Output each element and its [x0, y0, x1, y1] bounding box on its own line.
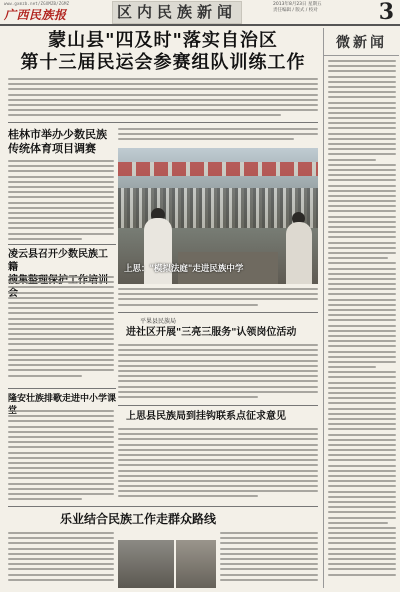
lead-body-text-right — [118, 128, 318, 146]
lead-headline-line1: 蒙山县"四及时"落实自治区 — [48, 30, 278, 51]
editor-line: 责任编辑 / 版式 / 校对 — [273, 8, 318, 13]
micro-news-sidebar — [323, 28, 399, 588]
story5-body — [118, 428, 318, 504]
newspaper-logo: 广西民族报 — [4, 8, 67, 22]
story-headline — [8, 128, 116, 156]
story6-body-right — [220, 532, 318, 588]
lead-headline — [8, 30, 318, 74]
story4-headline: 进社区开展"三亮三服务"认领岗位活动 — [126, 327, 297, 338]
lead-body-text — [8, 78, 318, 120]
masthead-url: www.gxmzb.net/ZGXMZB/ZGMZ — [4, 1, 70, 6]
story1-body — [8, 160, 114, 242]
section-title-box — [112, 1, 242, 24]
section-title: 区内民族新闻 — [116, 3, 237, 21]
story4-kicker: 平果县民族局 — [140, 318, 177, 325]
story2-headline-line1: 凌云县召开少数民族工籍 — [8, 249, 108, 273]
photo-caption-body — [118, 288, 318, 310]
masthead — [0, 0, 400, 26]
story6-photo-2 — [176, 540, 216, 588]
divider — [8, 244, 116, 245]
divider — [118, 405, 318, 406]
date-line: 2013年8月23日 星期五 — [273, 2, 322, 7]
page-number: 3 — [378, 0, 394, 25]
sidebar-body — [328, 60, 396, 580]
story1-headline-line1: 桂林市举办少数民族 — [8, 128, 107, 141]
story3-headline: 隆安壮族排歌走进中小学课 — [8, 394, 117, 404]
divider — [118, 312, 318, 313]
story6-photo — [118, 540, 174, 588]
story2-body — [8, 276, 114, 384]
sidebar-title: 微新闻 — [324, 32, 399, 56]
masthead-date — [273, 2, 373, 14]
divider — [8, 506, 318, 507]
story4-body — [118, 344, 318, 402]
story3-body — [8, 410, 114, 502]
divider — [8, 122, 318, 123]
photo-caption: 上思："模拟法庭"走进民族中学 — [124, 264, 244, 274]
story6-body-left — [8, 532, 114, 588]
story5-headline: 上思县民族局到挂钩联系点征求意见 — [126, 411, 286, 422]
story6-headline: 乐业结合民族工作走群众路线 — [60, 512, 217, 526]
lead-headline-line2: 第十三届民运会参赛组队训练工作 — [20, 52, 306, 73]
story1-headline-line2: 传统体育项目调赛 — [8, 142, 96, 155]
divider — [8, 388, 116, 389]
